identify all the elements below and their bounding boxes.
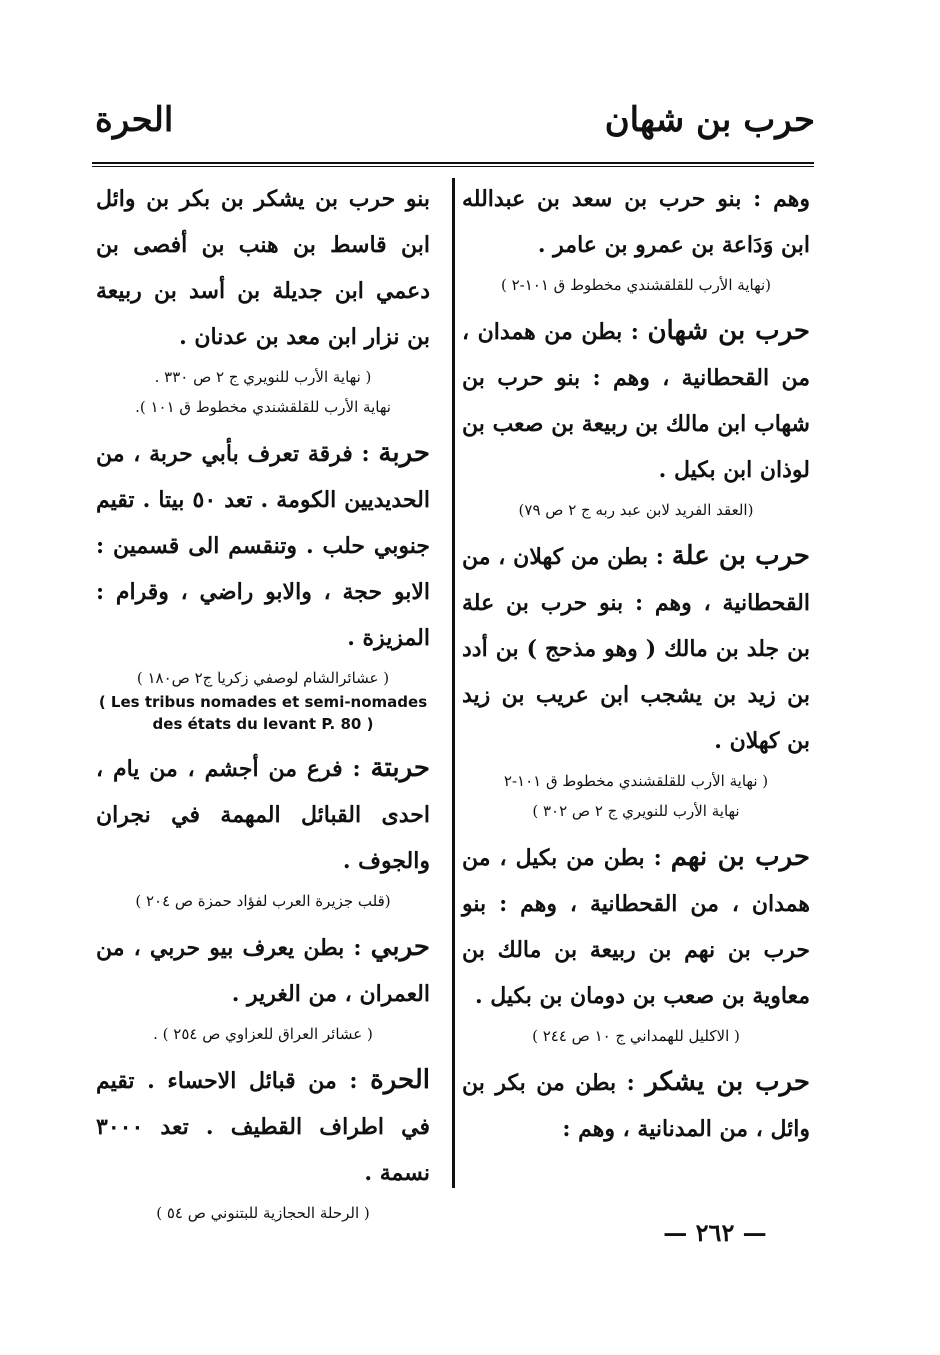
- entry-heading: حربتة: [370, 753, 430, 783]
- entry-paragraph: [462, 533, 810, 764]
- entry-source: ( نهاية الأرب للنويري ج ٢ ص ٣٣٠ .: [154, 368, 372, 386]
- entry-heading: حرب بن نهم: [670, 842, 810, 872]
- entry-source: ( الاكليل للهمداني ج ١٠ ص ٢٤٤ ): [532, 1027, 740, 1045]
- header-left-title: الحرة: [95, 100, 174, 140]
- entry-text: : بطن من بكر بن وائل ، من المدنانية ، وهم :: [462, 1070, 810, 1142]
- entry-heading: حربي: [370, 932, 430, 962]
- entry-heading: حرب بن شهان: [647, 316, 810, 346]
- entry-text: : بطن من كهلان ، من القحطانية ، وهم : بنو حرب بن علة بن جلد بن مالك ( وهو مذحج ) بن أدد بن زيد بن يشجب ابن عريب بن زيد بن كهلان .: [462, 544, 810, 754]
- entry-source: نهاية الأرب للقلقشندي مخطوط ق ١٠١ ).: [135, 398, 391, 416]
- entry-source: ( عشائر العراق للعزاوي ص ٢٥٤ ) .: [153, 1025, 373, 1043]
- entry-paragraph: [462, 834, 810, 1019]
- entry-heading: حربة: [378, 438, 430, 468]
- right-column: [462, 176, 810, 1152]
- entry-paragraph: [96, 745, 430, 884]
- left-column: [96, 176, 430, 1236]
- entry-source: (العقد الفريد لابن عبد ربه ج ٢ ص ٧٩): [518, 501, 754, 519]
- entry-source: ( الرحلة الحجازية للبتنوني ص ٥٤ ): [156, 1204, 370, 1222]
- entry-text: : بطن يعرف بيو حربي ، من العمران ، من الغرير .: [96, 935, 430, 1007]
- entry-text: : بطن من بكيل ، من همدان ، من القحطانية ، وهم : بنو حرب بن نهم بن ربيعة بن مالك بن معاوية بن صعب بن دومان بن بكيل .: [462, 845, 810, 1009]
- entry-text: : فرع من أجشم ، من يام ، احدى القبائل المهمة في نجران والجوف .: [96, 756, 430, 874]
- entry-source-french: ( Les tribus nomades et semi-nomades des états du levant P. 80 ): [98, 693, 428, 733]
- header-rule-thin: [92, 166, 814, 167]
- entry-source: ( عشائرالشام لوصفي زكريا ج٢ ص١٨٠ ): [136, 669, 390, 687]
- entry-paragraph: [96, 924, 430, 1017]
- entry-paragraph: [96, 430, 430, 661]
- entry-source: (قلب جزيرة العرب لفؤاد حمزة ص ٢٠٤ ): [135, 892, 391, 910]
- column-divider: [452, 178, 455, 1188]
- entry-source: (نهاية الأرب للقلقشندي مخطوط ق ١٠١-٢ ): [500, 276, 772, 294]
- header-rule-thick: [92, 162, 814, 164]
- entry-paragraph: [96, 1057, 430, 1196]
- entry-source: ( نهاية الأرب للقلقشندي مخطوط ق ١٠١-٢: [503, 772, 769, 790]
- entry-heading: الحرة: [370, 1065, 430, 1095]
- entry-text: : بطن من همدان ، من القحطانية ، وهم : بنو حرب بن شهاب ابن مالك بن ربيعة بن صعب بن لوذان ابن بكيل .: [462, 319, 810, 483]
- entry-paragraph: [462, 308, 810, 493]
- entry-heading: حرب بن علة: [671, 541, 810, 571]
- page-header: [95, 100, 815, 160]
- entry-text: وهم : بنو حرب بن سعد بن عبدالله ابن وَدَاعة بن عمرو بن عامر .: [462, 186, 810, 258]
- entry-source: نهاية الأرب للنويري ج ٢ ص ٣٠٢ ): [532, 802, 740, 820]
- entry-text: بنو حرب بن يشكر بن بكر بن وائل ابن قاسط بن هنب بن أفصى بن دعمي ابن جديلة بن أسد بن ربيعة بن نزار ابن معد بن عدنان .: [96, 186, 430, 350]
- entry-text: : من قبائل الاحساء . تقيم في اطراف القطيف . تعد ٣٠٠٠ نسمة .: [96, 1068, 430, 1186]
- entry-heading: حرب بن يشكر: [645, 1067, 810, 1097]
- entry-text: : فرقة تعرف بأبي حربة ، من الحديديين الكومة . تعد ٥٠ بيتا . تقيم جنوبي حلب . وتنقسم الى قسمين : الابو حجة ، والابو راضي ، وقرام : المزيزة .: [96, 441, 430, 651]
- entry-paragraph: [462, 1059, 810, 1152]
- page-number: — ٢٦٢ —: [663, 1218, 767, 1247]
- header-right-title: حرب بن شهان: [604, 100, 815, 140]
